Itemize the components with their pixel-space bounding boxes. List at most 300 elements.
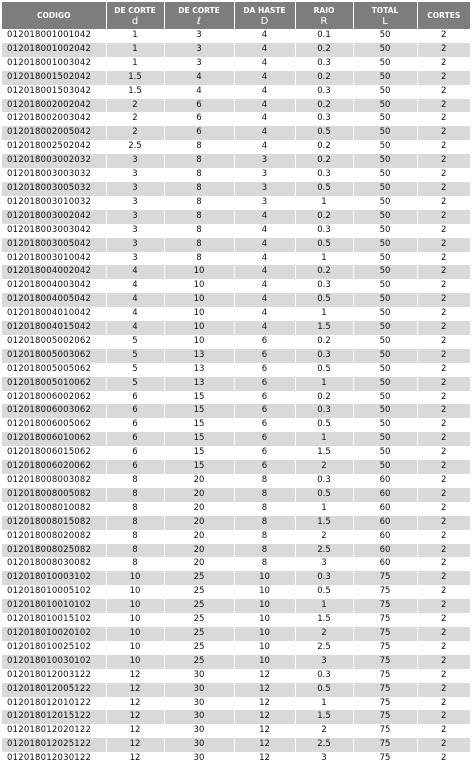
table-row [2,363,470,377]
table-row [2,391,470,405]
cell-cut-length: 13 [164,377,234,391]
cell-diameter: 2 [106,126,164,140]
cell-total: 50 [353,126,417,140]
cell-cut-length: 8 [164,196,234,210]
cell-radius: 0.5 [295,238,353,252]
cell-radius: 1 [295,697,353,711]
cell-cortes: 2 [417,488,470,502]
cell-total: 60 [353,502,417,516]
cell-diameter: 5 [106,363,164,377]
cell-total: 60 [353,557,417,571]
cell-cut-length: 20 [164,488,234,502]
cell-codigo: 012018008020082 [2,530,106,544]
cell-codigo: 012018001002042 [2,43,106,57]
cell-radius: 0.3 [295,279,353,293]
cell-codigo: 012018003005042 [2,238,106,252]
cell-radius: 3 [295,752,353,766]
header-cortes [417,2,470,29]
cell-cut-length: 15 [164,460,234,474]
cell-diameter: 12 [106,669,164,683]
cell-total: 50 [353,293,417,307]
cell-cortes: 2 [417,43,470,57]
cell-radius: 1.5 [295,613,353,627]
cell-radius: 0.5 [295,126,353,140]
cell-shank: 10 [234,627,295,641]
cell-diameter: 2.5 [106,140,164,154]
cell-radius: 0.2 [295,140,353,154]
cell-cut-length: 8 [164,238,234,252]
table-row [2,335,470,349]
table-row [2,224,470,238]
cell-total: 60 [353,488,417,502]
cell-total: 50 [353,307,417,321]
cell-codigo: 012018008025082 [2,544,106,558]
cell-radius: 0.3 [295,85,353,99]
cell-total: 75 [353,571,417,585]
cell-cortes: 2 [417,293,470,307]
cell-cortes: 2 [417,140,470,154]
cell-cut-length: 30 [164,683,234,697]
header-cut-length [164,2,234,29]
cell-diameter: 8 [106,502,164,516]
cell-cortes: 2 [417,697,470,711]
table-row [2,321,470,335]
cell-codigo: 012018003010042 [2,252,106,266]
cell-cortes: 2 [417,571,470,585]
cell-radius: 0.2 [295,210,353,224]
cell-radius: 2.5 [295,738,353,752]
cell-total: 75 [353,627,417,641]
cell-diameter: 12 [106,683,164,697]
cell-shank: 6 [234,349,295,363]
table-row [2,29,470,43]
cell-shank: 6 [234,363,295,377]
cell-total: 50 [353,349,417,363]
table-row [2,349,470,363]
cell-total: 50 [353,418,417,432]
cell-shank: 6 [234,460,295,474]
cell-shank: 12 [234,752,295,766]
cell-shank: 8 [234,530,295,544]
cell-cortes: 2 [417,738,470,752]
cell-codigo: 012018003002042 [2,210,106,224]
cell-cortes: 2 [417,432,470,446]
table-row [2,293,470,307]
table-row [2,432,470,446]
cell-total: 50 [353,71,417,85]
cell-codigo: 012018010030102 [2,655,106,669]
cell-diameter: 6 [106,391,164,405]
cell-cut-length: 15 [164,404,234,418]
cell-total: 75 [353,710,417,724]
cell-cut-length: 25 [164,599,234,613]
cell-total: 75 [353,669,417,683]
cell-diameter: 10 [106,627,164,641]
header-row [2,2,470,29]
cell-cut-length: 20 [164,516,234,530]
cell-shank: 4 [234,238,295,252]
cell-radius: 1 [295,432,353,446]
cell-codigo: 012018008010082 [2,502,106,516]
table-row [2,57,470,71]
cell-radius: 1 [295,307,353,321]
cell-codigo: 012018010003102 [2,571,106,585]
cell-codigo: 012018001003042 [2,57,106,71]
cell-radius: 0.5 [295,683,353,697]
cell-total: 75 [353,724,417,738]
cell-shank: 6 [234,335,295,349]
cell-diameter: 3 [106,168,164,182]
cell-cut-length: 3 [164,29,234,43]
cell-total: 50 [353,238,417,252]
cell-radius: 0.5 [295,488,353,502]
header-symbol: ℓ [196,15,202,27]
cell-diameter: 3 [106,224,164,238]
cell-shank: 4 [234,265,295,279]
cell-total: 60 [353,544,417,558]
cell-cut-length: 15 [164,432,234,446]
cell-total: 75 [353,655,417,669]
cell-total: 50 [353,99,417,113]
cell-total: 75 [353,738,417,752]
header-label: RAIO [313,5,335,15]
cell-shank: 10 [234,571,295,585]
cell-cut-length: 20 [164,502,234,516]
cell-cut-length: 13 [164,363,234,377]
cell-radius: 1.5 [295,446,353,460]
cell-cut-length: 10 [164,279,234,293]
cell-diameter: 4 [106,293,164,307]
cell-codigo: 012018010010102 [2,599,106,613]
cell-shank: 8 [234,502,295,516]
cell-codigo: 012018005003062 [2,349,106,363]
cell-total: 75 [353,599,417,613]
cell-radius: 0.5 [295,418,353,432]
cell-shank: 4 [234,43,295,57]
cell-cortes: 2 [417,404,470,418]
cell-diameter: 10 [106,655,164,669]
cell-codigo: 012018004010042 [2,307,106,321]
table-row [2,99,470,113]
cell-total: 50 [353,29,417,43]
cell-total: 50 [353,154,417,168]
cell-radius: 0.1 [295,29,353,43]
cell-total: 50 [353,391,417,405]
cell-shank: 12 [234,669,295,683]
table-row [2,683,470,697]
cell-diameter: 5 [106,377,164,391]
cell-codigo: 012018010005102 [2,585,106,599]
cell-codigo: 012018003005032 [2,182,106,196]
cell-total: 50 [353,265,417,279]
cell-diameter: 3 [106,182,164,196]
cell-codigo: 012018005010062 [2,377,106,391]
cell-cut-length: 25 [164,585,234,599]
cell-diameter: 10 [106,599,164,613]
cell-diameter: 6 [106,418,164,432]
cell-diameter: 12 [106,752,164,766]
cell-radius: 1.5 [295,516,353,530]
cell-cut-length: 30 [164,738,234,752]
cell-radius: 1 [295,599,353,613]
cell-cortes: 2 [417,557,470,571]
table-row [2,377,470,391]
cell-codigo: 012018006015062 [2,446,106,460]
cell-cut-length: 4 [164,85,234,99]
cell-shank: 4 [234,252,295,266]
cell-cortes: 2 [417,460,470,474]
cell-shank: 6 [234,432,295,446]
cell-diameter: 10 [106,641,164,655]
cell-cut-length: 8 [164,140,234,154]
cell-radius: 0.3 [295,571,353,585]
cell-codigo: 012018008003082 [2,474,106,488]
cell-shank: 6 [234,446,295,460]
cell-shank: 10 [234,613,295,627]
header-label: CODIGO [37,11,71,20]
cell-cortes: 2 [417,57,470,71]
cell-total: 50 [353,168,417,182]
cell-cut-length: 6 [164,112,234,126]
cell-radius: 1.5 [295,710,353,724]
cell-cut-length: 25 [164,627,234,641]
cell-diameter: 6 [106,446,164,460]
cell-shank: 4 [234,57,295,71]
cell-cortes: 2 [417,238,470,252]
cell-shank: 4 [234,321,295,335]
table-row [2,43,470,57]
cell-total: 50 [353,43,417,57]
cell-shank: 4 [234,71,295,85]
cell-diameter: 12 [106,738,164,752]
cell-codigo: 012018010015102 [2,613,106,627]
cell-total: 60 [353,530,417,544]
cell-codigo: 012018003003042 [2,224,106,238]
cell-cut-length: 30 [164,752,234,766]
cell-cortes: 2 [417,641,470,655]
cell-cortes: 2 [417,182,470,196]
cell-codigo: 012018004015042 [2,321,106,335]
cell-radius: 0.3 [295,224,353,238]
table-row [2,488,470,502]
cell-codigo: 012018012010122 [2,697,106,711]
cell-radius: 0.2 [295,99,353,113]
cell-radius: 2 [295,460,353,474]
cell-codigo: 012018001502042 [2,71,106,85]
cell-radius: 0.3 [295,349,353,363]
cell-radius: 0.2 [295,71,353,85]
table-row [2,516,470,530]
cell-cortes: 2 [417,154,470,168]
cell-diameter: 1 [106,43,164,57]
table-row [2,210,470,224]
cell-radius: 0.5 [295,585,353,599]
cell-diameter: 12 [106,710,164,724]
cell-diameter: 12 [106,724,164,738]
cell-radius: 2.5 [295,544,353,558]
cell-total: 50 [353,404,417,418]
cell-codigo: 012018004003042 [2,279,106,293]
cell-total: 50 [353,85,417,99]
cell-total: 50 [353,57,417,71]
cell-cortes: 2 [417,252,470,266]
cell-shank: 8 [234,474,295,488]
table-row [2,697,470,711]
cell-diameter: 4 [106,279,164,293]
cell-cut-length: 6 [164,99,234,113]
header-symbol: D [260,15,269,27]
cell-total: 50 [353,377,417,391]
cell-shank: 8 [234,488,295,502]
cell-cut-length: 8 [164,252,234,266]
cell-shank: 12 [234,724,295,738]
cell-radius: 0.2 [295,335,353,349]
cell-shank: 10 [234,599,295,613]
cell-codigo: 012018001001042 [2,29,106,43]
cell-codigo: 012018002005042 [2,126,106,140]
cell-diameter: 1.5 [106,85,164,99]
table-row [2,446,470,460]
cell-cut-length: 25 [164,571,234,585]
cell-radius: 1 [295,252,353,266]
cell-radius: 0.3 [295,57,353,71]
cell-cut-length: 15 [164,391,234,405]
cell-codigo: 012018012015122 [2,710,106,724]
cell-total: 50 [353,335,417,349]
table-row [2,544,470,558]
cell-cut-length: 8 [164,182,234,196]
cell-total: 50 [353,196,417,210]
cell-cut-length: 8 [164,154,234,168]
cell-cut-length: 30 [164,669,234,683]
cell-cut-length: 20 [164,530,234,544]
cell-codigo: 012018006003062 [2,404,106,418]
cell-codigo: 012018012025122 [2,738,106,752]
cell-total: 60 [353,516,417,530]
cell-cut-length: 8 [164,168,234,182]
cell-total: 50 [353,140,417,154]
cell-radius: 0.2 [295,265,353,279]
cell-cut-length: 6 [164,126,234,140]
table-row [2,724,470,738]
cell-shank: 4 [234,140,295,154]
cell-shank: 6 [234,404,295,418]
cell-cut-length: 25 [164,641,234,655]
cell-total: 50 [353,224,417,238]
cell-codigo: 012018006020062 [2,460,106,474]
cell-cut-length: 20 [164,544,234,558]
cell-shank: 4 [234,85,295,99]
cell-cortes: 2 [417,363,470,377]
cell-total: 50 [353,252,417,266]
table-row [2,71,470,85]
cell-codigo: 012018003010032 [2,196,106,210]
header-total [353,2,417,29]
cell-diameter: 3 [106,196,164,210]
cell-shank: 4 [234,279,295,293]
cell-shank: 3 [234,182,295,196]
cell-cortes: 2 [417,613,470,627]
cell-cut-length: 3 [164,43,234,57]
header-label: DE CORTE [114,5,156,15]
header-label: DA HASTE [243,5,286,15]
table-row [2,738,470,752]
cell-cortes: 2 [417,377,470,391]
cell-cortes: 2 [417,669,470,683]
header-radius [295,2,353,29]
cell-shank: 4 [234,210,295,224]
cell-radius: 0.3 [295,404,353,418]
table-row [2,404,470,418]
cell-cortes: 2 [417,544,470,558]
cell-shank: 4 [234,29,295,43]
table-row [2,613,470,627]
cell-codigo: 012018010020102 [2,627,106,641]
cell-cortes: 2 [417,516,470,530]
table-body [2,29,470,766]
cell-codigo: 012018001503042 [2,85,106,99]
cell-shank: 4 [234,224,295,238]
cell-codigo: 012018008005082 [2,488,106,502]
cell-total: 50 [353,363,417,377]
cell-codigo: 012018010025102 [2,641,106,655]
cell-diameter: 8 [106,530,164,544]
cell-total: 50 [353,321,417,335]
table-row [2,557,470,571]
table-row [2,599,470,613]
header-label: DE CORTE [178,5,220,15]
cell-cortes: 2 [417,724,470,738]
cell-cortes: 2 [417,710,470,724]
cell-radius: 1 [295,377,353,391]
table-header [2,2,470,29]
cell-diameter: 5 [106,335,164,349]
cell-cortes: 2 [417,418,470,432]
product-spec-table [2,2,470,766]
cell-codigo: 012018005002062 [2,335,106,349]
cell-shank: 3 [234,168,295,182]
cell-shank: 12 [234,738,295,752]
cell-total: 50 [353,279,417,293]
cell-total: 50 [353,210,417,224]
table-row [2,112,470,126]
cell-radius: 0.3 [295,669,353,683]
cell-total: 75 [353,641,417,655]
cell-diameter: 4 [106,307,164,321]
cell-shank: 6 [234,377,295,391]
table-row [2,154,470,168]
cell-codigo: 012018012003122 [2,669,106,683]
cell-radius: 3 [295,557,353,571]
cell-cortes: 2 [417,349,470,363]
cell-shank: 3 [234,196,295,210]
cell-diameter: 4 [106,265,164,279]
table-row [2,126,470,140]
cell-total: 50 [353,112,417,126]
cell-shank: 4 [234,112,295,126]
table-row [2,474,470,488]
table-row [2,238,470,252]
table-row [2,196,470,210]
cell-codigo: 012018004002042 [2,265,106,279]
cell-codigo: 012018003003032 [2,168,106,182]
cell-cortes: 2 [417,446,470,460]
cell-diameter: 1.5 [106,71,164,85]
table-row [2,279,470,293]
cell-cortes: 2 [417,168,470,182]
table-row [2,265,470,279]
cell-cut-length: 3 [164,57,234,71]
